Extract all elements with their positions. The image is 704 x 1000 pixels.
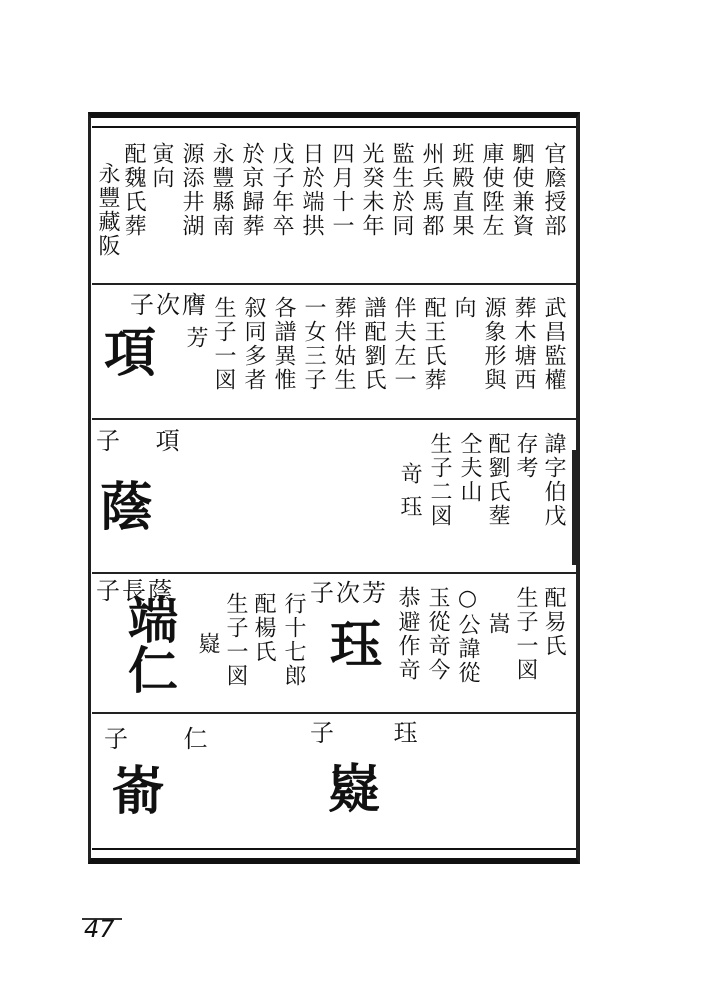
s1-left-col2: 配魏氏葬 — [121, 142, 146, 238]
s1-col6: 監生於同 — [389, 142, 414, 238]
inner-bottom-rule — [92, 848, 576, 850]
s2-col10: 各譜異惟 — [271, 296, 296, 392]
s2-col1: 武昌監權 — [541, 296, 566, 392]
s2-name: 項 — [104, 323, 157, 384]
s3-col6: 竒 珏 — [397, 462, 422, 519]
s4-label: 子長蔭 — [96, 577, 174, 605]
s4-col4: ○公諱從 — [455, 586, 480, 685]
s5-right-name: 嶷 — [328, 759, 381, 820]
s4-left-col1: 行十七郎 — [281, 592, 306, 688]
inner-top-rule — [92, 126, 576, 128]
s1-col10: 戊子年卒 — [269, 142, 294, 238]
s1-col2: 駟使兼資 — [509, 142, 534, 238]
s2-col9: 一女三子 — [301, 296, 326, 392]
s1-col9: 日於端拱 — [299, 142, 324, 238]
s4-left-col3: 生子一図 — [223, 592, 248, 688]
s1-col4: 班殿直果 — [449, 142, 474, 238]
s3-name: 蔭 — [100, 477, 153, 538]
s3-col2: 存考 — [513, 432, 538, 480]
s3-col4: 仝夫山 — [457, 432, 482, 504]
s4-col5: 玉從竒今 — [425, 586, 450, 682]
s5-right-label: 子 珏 — [310, 719, 444, 747]
s5-left-label: 子 仁 — [104, 725, 232, 753]
s1-left-col3: 永豐藏阪 — [95, 162, 120, 258]
s4-left-col4: 嶷 — [195, 632, 220, 656]
divider-2 — [92, 418, 576, 420]
s2-col6: 伴夫左一 — [391, 296, 416, 392]
s1-col11: 於京歸葬 — [239, 142, 264, 238]
s1-col1: 官廕授部 — [541, 142, 566, 238]
s1-left-col1: 寅向 — [149, 142, 174, 190]
s1-col8: 四月十一 — [329, 142, 354, 238]
s4-name: 端仁 — [120, 594, 179, 694]
divider-4 — [92, 712, 576, 714]
s1-col12: 永豐縣南 — [209, 142, 234, 238]
s2-col2: 葬木塘西 — [511, 296, 536, 392]
divider-1 — [92, 283, 576, 285]
divider-3 — [92, 572, 576, 574]
s2-col12: 生子一図 — [211, 296, 236, 392]
s1-col7: 光癸未年 — [359, 142, 384, 238]
s4-col2: 生子一図 — [513, 586, 538, 682]
s4-left-col2: 配楊氏 — [251, 592, 276, 664]
s1-col3: 庫使陞左 — [479, 142, 504, 238]
s2-col5: 配王氏葬 — [421, 296, 446, 392]
page-number: 47 — [84, 915, 115, 943]
s3-col5: 生子二図 — [427, 432, 452, 528]
s2-label: 子次膺 — [130, 291, 208, 319]
s4-col3: 嵩 — [485, 612, 510, 636]
s1-col5: 州兵馬都 — [419, 142, 444, 238]
s3-col1: 諱字伯戊 — [541, 432, 566, 528]
s4-middle-label: 子次芳 — [310, 579, 388, 607]
s4-col6: 恭避作竒 — [395, 586, 420, 682]
s5-left-name: 嵛 — [112, 761, 165, 822]
s4-middle-name: 珏 — [330, 615, 383, 676]
s3-label: 子 項 — [96, 427, 194, 455]
s2-col11: 叙同多者 — [241, 296, 266, 392]
s2-col13: 芳 — [183, 326, 208, 350]
s2-col3: 源象形與 — [481, 296, 506, 392]
s4-col1: 配易氏 — [541, 586, 566, 658]
s2-col4: 向 — [451, 296, 476, 320]
s2-col8: 葬伴姑生 — [331, 296, 356, 392]
s2-col7: 譜配劉氏 — [361, 296, 386, 392]
section3-side-mark — [572, 450, 576, 565]
s1-col13: 源添井湖 — [179, 142, 204, 238]
s3-col3: 配劉氏塟 — [485, 432, 510, 528]
